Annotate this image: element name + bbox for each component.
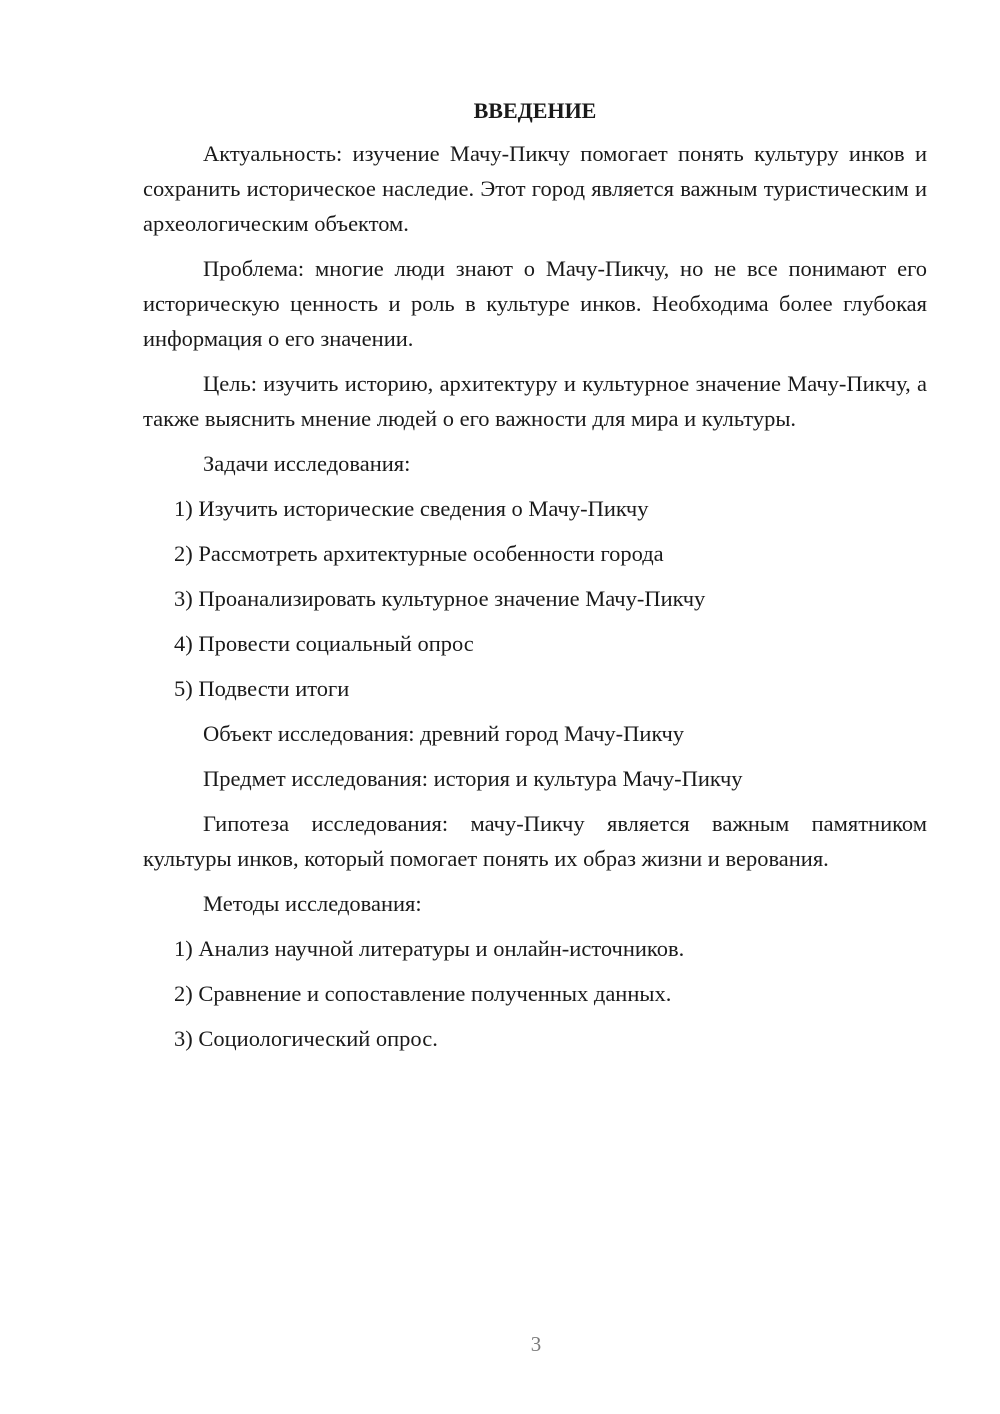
research-subject: Предмет исследования: история и культура Мачу-Пикчу	[203, 766, 743, 791]
hypothesis-paragraph: Гипотеза исследования: мачу-Пикчу является важным памятником культуры инков, который помогает понять их образ жизни и верования.	[143, 811, 927, 871]
relevance-paragraph: Актуальность: изучение Мачу-Пикчу помогает понять культуру инков и сохранить историческое наследие. Этот город является важным туристическим и археологическим объектом.	[143, 141, 927, 236]
task-item: 1) Изучить исторические сведения о Мачу-Пикчу	[174, 496, 649, 521]
task-item: 3) Проанализировать культурное значение Мачу-Пикчу	[174, 586, 706, 611]
methods-heading: Методы исследования:	[203, 891, 422, 916]
task-item: 2) Рассмотреть архитектурные особенности города	[174, 541, 664, 566]
method-item: 1) Анализ научной литературы и онлайн-источников.	[174, 936, 685, 961]
tasks-heading: Задачи исследования:	[203, 451, 411, 476]
research-object: Объект исследования: древний город Мачу-Пикчу	[203, 721, 685, 746]
page-content	[143, 96, 927, 1066]
task-item: 4) Провести социальный опрос	[174, 631, 474, 656]
page-number: 3	[530, 1332, 542, 1356]
task-item: 5) Подвести итоги	[174, 676, 350, 701]
problem-paragraph: Проблема: многие люди знают о Мачу-Пикчу, но не все понимают его историческую ценность и роль в культуре инков. Необходима более глубокая информация о его значении.	[143, 256, 927, 351]
goal-paragraph: Цель: изучить историю, архитектуру и культурное значение Мачу-Пикчу, а также выяснить мнение людей о его важности для мира и культуры.	[143, 371, 927, 431]
section-title: ВВЕДЕНИЕ	[473, 98, 597, 123]
method-item: 3) Социологический опрос.	[174, 1026, 438, 1051]
method-item: 2) Сравнение и сопоставление полученных данных.	[174, 981, 672, 1006]
